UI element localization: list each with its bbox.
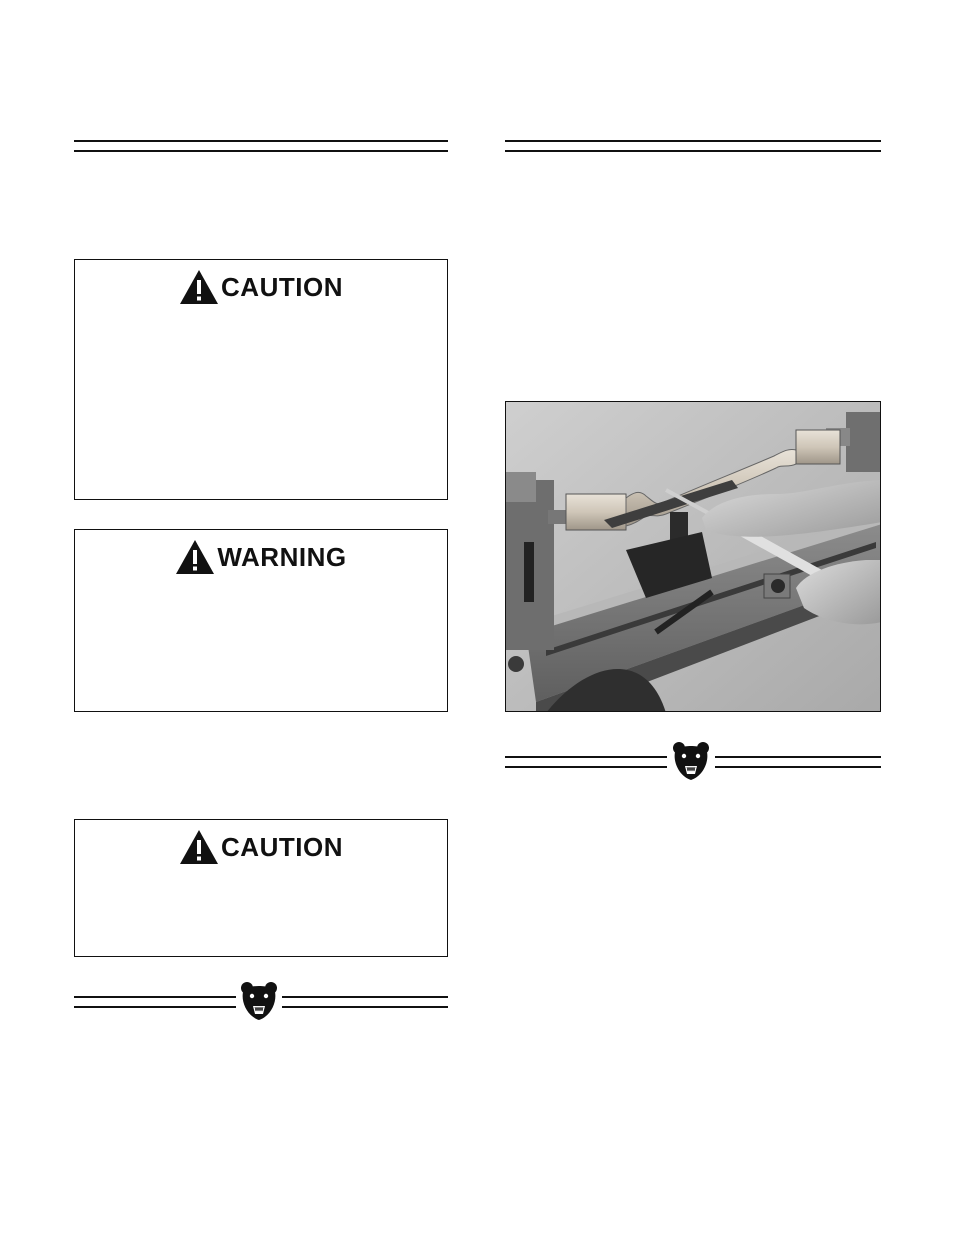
warning-box [74,529,448,712]
bear-divider-left [74,980,448,1024]
caution-box-2 [74,819,448,957]
bear-head-logo-icon [671,740,711,782]
section-rule-left [74,140,448,152]
bear-divider-right [505,740,881,784]
caution-header-1 [75,269,447,305]
section-rule-right [505,140,881,152]
warning-header [75,539,447,575]
caution-box-1 [74,259,448,500]
caution-label: CAUTION [221,832,343,862]
caution-header-2 [75,829,447,865]
lathe-turning-photo [505,401,881,712]
warning-triangle-icon [179,269,219,305]
lathe-illustration [506,402,881,712]
warning-triangle-icon [179,829,219,865]
bear-head-logo-icon [239,980,279,1022]
warning-label: WARNING [217,542,347,572]
warning-triangle-icon [175,539,215,575]
caution-label: CAUTION [221,272,343,302]
